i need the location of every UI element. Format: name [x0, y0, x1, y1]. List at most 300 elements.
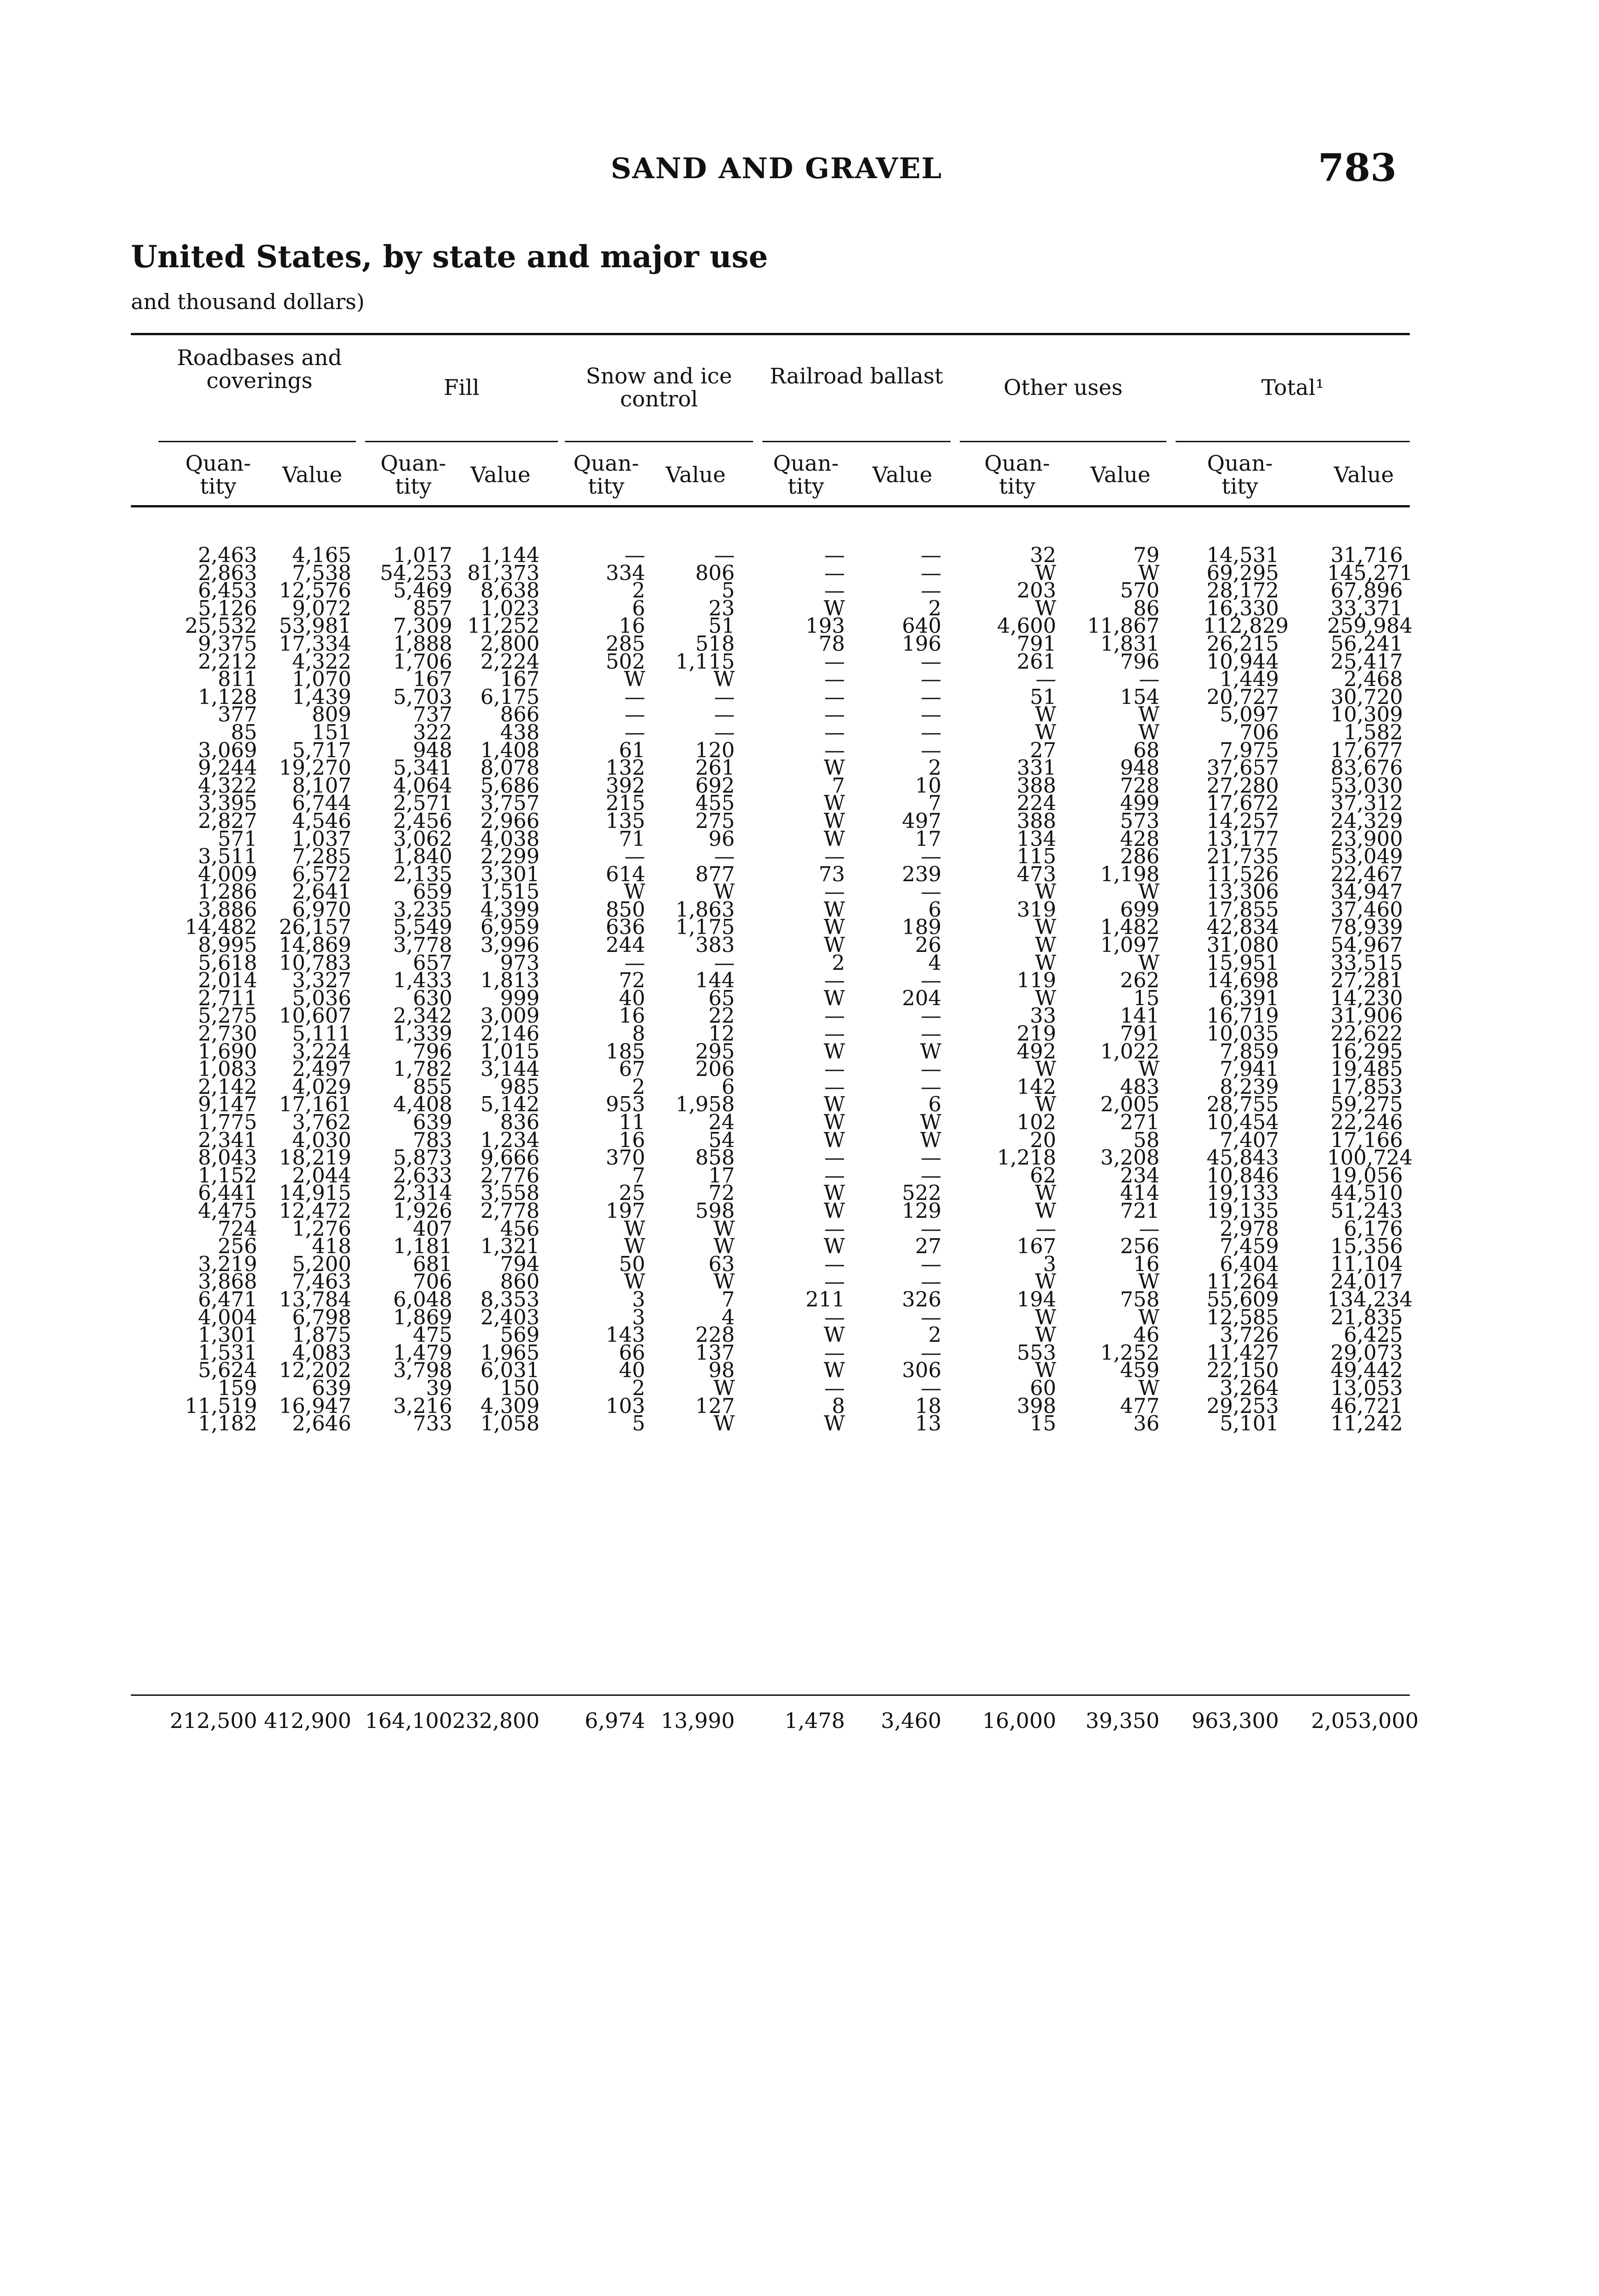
table-cell: 322 — [413, 720, 452, 744]
table-cell: 1,301 — [198, 1322, 257, 1347]
table-cell: 27 — [915, 1234, 941, 1259]
table-cell: 1,198 — [1100, 861, 1160, 886]
table-cell: 1,037 — [292, 826, 351, 851]
table-cell: 67 — [619, 1057, 645, 1081]
table-cell: 31,080 — [1206, 933, 1279, 957]
table-cell: 1,015 — [480, 1039, 540, 1064]
table-cell: W — [713, 879, 735, 904]
table-cell: W — [823, 791, 845, 816]
table-cell: 17,677 — [1330, 737, 1403, 762]
table-cell: 141 — [1120, 1003, 1160, 1028]
table-cell: — — [625, 543, 645, 567]
table-cell: 598 — [695, 1198, 735, 1223]
running-head: SAND AND GRAVEL — [611, 152, 943, 185]
table-cell: 1,479 — [393, 1340, 452, 1365]
table-column — [769, 543, 845, 1436]
table-cell: — — [1139, 667, 1160, 692]
table-cell: 569 — [500, 1322, 540, 1347]
table-cell: 1,128 — [198, 684, 257, 709]
table-cell: 6,176 — [1344, 1216, 1403, 1241]
table-cell: 3,062 — [393, 826, 452, 851]
table-cell: 18 — [915, 1393, 941, 1418]
table-cell: 129 — [902, 1198, 941, 1223]
table-cell: 31,906 — [1330, 1003, 1403, 1028]
table-cell: 456 — [500, 1216, 540, 1241]
table-cell: 22,622 — [1330, 1021, 1403, 1046]
subheader-quantity-total: Quan- tity — [1207, 451, 1273, 499]
table-cell: — — [824, 1269, 845, 1294]
table-cell: 7,975 — [1220, 737, 1279, 762]
table-cell: W — [823, 808, 845, 833]
table-cell: 215 — [606, 791, 645, 816]
table-cell: 204 — [902, 985, 941, 1010]
table-cell: 14,869 — [279, 933, 351, 957]
table-cell: 8,078 — [480, 755, 540, 780]
table-cell: 85 — [231, 720, 257, 744]
table-cell: 37,657 — [1206, 755, 1279, 780]
table-cell: 706 — [413, 1269, 452, 1294]
table-cell: W — [1035, 950, 1056, 975]
table-cell: 1,863 — [676, 897, 735, 922]
table-cell: 25,417 — [1330, 649, 1403, 674]
table-cell: 2 — [632, 578, 645, 603]
subheader-value-railroad: Value — [872, 462, 933, 488]
table-cell: 275 — [695, 808, 735, 833]
total-cell: 16,000 — [982, 1708, 1056, 1733]
table-cell: 383 — [695, 933, 735, 957]
table-cell: 127 — [695, 1393, 735, 1418]
table-cell: 791 — [1120, 1021, 1160, 1046]
table-cell: 17,334 — [279, 631, 351, 656]
table-cell: 27 — [1030, 737, 1056, 762]
table-cell: 1,531 — [198, 1340, 257, 1365]
table-cell: 11,867 — [1087, 613, 1160, 638]
table-cell: 58 — [1133, 1127, 1160, 1152]
table-cell: 3,216 — [393, 1393, 452, 1418]
table-cell: — — [824, 684, 845, 709]
table-cell: 17,166 — [1330, 1127, 1403, 1152]
table-cell: — — [1036, 1216, 1056, 1241]
table-cell: 5,624 — [198, 1358, 257, 1383]
table-cell: 407 — [413, 1216, 452, 1241]
table-cell: 13,306 — [1206, 879, 1279, 904]
table-cell: 4,600 — [997, 613, 1056, 638]
table-cell: 5,097 — [1220, 702, 1279, 727]
table-cell: 23 — [708, 596, 735, 620]
table-cell: 31,716 — [1330, 543, 1403, 567]
table-cell: W — [713, 1269, 735, 1294]
table-cell: 22 — [708, 1003, 735, 1028]
table-cell: 62 — [1030, 1163, 1056, 1187]
table-cell: 2,778 — [480, 1198, 540, 1223]
table-cell: 1,869 — [393, 1305, 452, 1329]
table-cell: 54 — [708, 1127, 735, 1152]
table-cell: — — [824, 1251, 845, 1276]
table-cell: 681 — [413, 1251, 452, 1276]
table-cell: 733 — [413, 1411, 452, 1436]
table-cell: 9,666 — [480, 1145, 540, 1170]
table-cell: 8,107 — [292, 773, 351, 798]
subheader-value-snow: Value — [665, 462, 726, 488]
table-cell: 33,515 — [1330, 950, 1403, 975]
table-cell: W — [1035, 1269, 1056, 1294]
table-cell: — — [824, 1305, 845, 1329]
table-cell: 5,101 — [1220, 1411, 1279, 1436]
table-cell: 34,947 — [1330, 879, 1403, 904]
table-cell: — — [824, 1163, 845, 1187]
table-cell: 66 — [619, 1340, 645, 1365]
table-cell: 219 — [1017, 1021, 1056, 1046]
table-cell: 3,301 — [480, 861, 540, 886]
table-cell: W — [1138, 879, 1160, 904]
table-cell: 1,115 — [676, 649, 735, 674]
table-cell: 483 — [1120, 1074, 1160, 1099]
table-cell: 8,995 — [198, 933, 257, 957]
table-cell: 3,762 — [292, 1110, 351, 1134]
table-cell: 2 — [632, 1074, 645, 1099]
table-cell: 211 — [805, 1287, 845, 1311]
table-cell: W — [1035, 560, 1056, 585]
table-cell: 12,472 — [279, 1198, 351, 1223]
table-cell: 3,558 — [480, 1181, 540, 1205]
table-cell: 102 — [1017, 1110, 1056, 1134]
table-cell: — — [824, 1375, 845, 1400]
table-cell: 1,144 — [480, 543, 540, 567]
table-cell: 103 — [606, 1393, 645, 1418]
table-cell: 53,049 — [1330, 844, 1403, 869]
table-cell: 150 — [500, 1375, 540, 1400]
table-cell: 948 — [413, 737, 452, 762]
table-cell: 196 — [902, 631, 941, 656]
table-cell: 2,314 — [393, 1181, 452, 1205]
table-cell: 16,719 — [1206, 1003, 1279, 1028]
table-cell: 5,341 — [393, 755, 452, 780]
table-cell: W — [1035, 1057, 1056, 1081]
table-cell: 4,030 — [292, 1127, 351, 1152]
table-cell: 4,322 — [198, 773, 257, 798]
table-cell: 2,403 — [480, 1305, 540, 1329]
table-cell: 2 — [928, 596, 941, 620]
table-cell: W — [713, 1216, 735, 1241]
table-cell: 271 — [1120, 1110, 1160, 1134]
table-subtitle: and thousand dollars) — [131, 289, 365, 314]
table-cell: 4 — [928, 950, 941, 975]
table-cell: W — [713, 667, 735, 692]
table-cell: 836 — [500, 1110, 540, 1134]
table-cell: W — [624, 1234, 645, 1259]
table-cell: W — [1138, 1269, 1160, 1294]
table-cell: 3,208 — [1100, 1145, 1160, 1170]
table-cell: W — [1035, 915, 1056, 940]
table-cell: 32 — [1030, 543, 1056, 567]
table-cell: 4,165 — [292, 543, 351, 567]
total-cell: 13,990 — [661, 1708, 735, 1733]
table-cell: 7 — [928, 791, 941, 816]
table-cell: 499 — [1120, 791, 1160, 816]
table-cell: W — [920, 1127, 941, 1152]
table-cell: 15 — [1133, 985, 1160, 1010]
table-cell: 28,172 — [1206, 578, 1279, 603]
table-cell: 2,342 — [393, 1003, 452, 1028]
table-cell: 144 — [695, 968, 735, 993]
table-cell: 167 — [1017, 1234, 1056, 1259]
table-cell: 5,873 — [393, 1145, 452, 1170]
table-cell: W — [1138, 1375, 1160, 1400]
table-cell: — — [1036, 667, 1056, 692]
table-cell: 2 — [832, 950, 845, 975]
group-rule-roadbases — [158, 441, 356, 442]
table-cell: 154 — [1120, 684, 1160, 709]
table-cell: 19,135 — [1206, 1198, 1279, 1223]
table-cell: 2,212 — [198, 649, 257, 674]
table-cell: — — [824, 720, 845, 744]
table-cell: 29,253 — [1206, 1393, 1279, 1418]
table-cell: — — [921, 844, 941, 869]
table-cell: 1,023 — [480, 596, 540, 620]
table-cell: 3 — [632, 1287, 645, 1311]
table-cell: — — [921, 1145, 941, 1170]
table-cell: 1,965 — [480, 1340, 540, 1365]
table-cell: 2 — [928, 755, 941, 780]
table-cell: 17,853 — [1330, 1074, 1403, 1099]
table-cell: 151 — [312, 720, 351, 744]
group-header-roadbases: Roadbases and coverings — [177, 345, 342, 394]
table-cell: 2,646 — [292, 1411, 351, 1436]
table-cell: 197 — [606, 1198, 645, 1223]
table-cell: 428 — [1120, 826, 1160, 851]
table-cell: — — [921, 737, 941, 762]
table-cell: 40 — [619, 985, 645, 1010]
table-cell: W — [1035, 1358, 1056, 1383]
table-cell: 19,133 — [1206, 1181, 1279, 1205]
table-cell: 4,064 — [393, 773, 452, 798]
table-cell: 1,875 — [292, 1322, 351, 1347]
table-cell: — — [714, 720, 735, 744]
table-cell: 51 — [708, 613, 735, 638]
table-title: United States, by state and major use — [131, 239, 768, 275]
table-cell: 69,295 — [1206, 560, 1279, 585]
table-cell: — — [714, 543, 735, 567]
page-number: 783 — [1318, 146, 1397, 190]
table-cell: W — [823, 1322, 845, 1347]
group-rule-total — [1176, 441, 1410, 442]
table-cell: 12 — [708, 1021, 735, 1046]
table-cell: — — [824, 737, 845, 762]
table-cell: 1,022 — [1100, 1039, 1160, 1064]
table-cell: 6,425 — [1344, 1322, 1403, 1347]
table-cell: 3,511 — [198, 844, 257, 869]
table-cell: 1,449 — [1220, 667, 1279, 692]
table-cell: 855 — [413, 1074, 452, 1099]
table-cell: 13 — [915, 1411, 941, 1436]
table-cell: 860 — [500, 1269, 540, 1294]
table-cell: 16 — [619, 1003, 645, 1028]
table-cell: 4,083 — [292, 1340, 351, 1365]
table-cell: — — [824, 1216, 845, 1241]
table-cell: 2,142 — [198, 1074, 257, 1099]
table-cell: 4,038 — [480, 826, 540, 851]
table-cell: — — [824, 844, 845, 869]
table-cell: 377 — [218, 702, 257, 727]
table-cell: 206 — [695, 1057, 735, 1081]
table-cell: 811 — [218, 667, 257, 692]
subheader-quantity-fill: Quan- tity — [380, 451, 446, 499]
table-cell: 858 — [695, 1145, 735, 1170]
table-cell: 1,252 — [1100, 1340, 1160, 1365]
table-cell: 11,526 — [1206, 861, 1279, 886]
table-cell: 388 — [1017, 773, 1056, 798]
table-cell: 8 — [632, 1021, 645, 1046]
table-cell: 1,690 — [198, 1039, 257, 1064]
table-cell: 639 — [312, 1375, 351, 1400]
table-cell: — — [714, 844, 735, 869]
table-cell: 27,281 — [1330, 968, 1403, 993]
table-cell: — — [824, 1021, 845, 1046]
table-cell: 7 — [721, 1287, 735, 1311]
table-cell: W — [823, 1039, 845, 1064]
table-cell: 259,984 — [1327, 613, 1413, 638]
table-cell: 2,633 — [393, 1163, 452, 1187]
table-cell: 2,800 — [480, 631, 540, 656]
table-cell: 134,234 — [1327, 1287, 1413, 1311]
table-cell: W — [1035, 596, 1056, 620]
table-cell: 53,030 — [1330, 773, 1403, 798]
table-cell: 455 — [695, 791, 735, 816]
table-cell: — — [921, 1251, 941, 1276]
table-cell: 737 — [413, 702, 452, 727]
table-cell: — — [714, 684, 735, 709]
table-cell: 83,676 — [1330, 755, 1403, 780]
table-cell: W — [1138, 702, 1160, 727]
table-cell: W — [823, 1198, 845, 1223]
table-cell: — — [824, 667, 845, 692]
table-cell: W — [823, 1358, 845, 1383]
table-cell: 5,142 — [480, 1092, 540, 1117]
table-cell: 1,926 — [393, 1198, 452, 1223]
table-cell: W — [1138, 950, 1160, 975]
table-cell: 60 — [1030, 1375, 1056, 1400]
table-cell: 518 — [695, 631, 735, 656]
table-cell: — — [824, 968, 845, 993]
table-cell: 1,408 — [480, 737, 540, 762]
group-header-railroad: Railroad ballast — [770, 364, 943, 389]
table-cell: 17,161 — [279, 1092, 351, 1117]
table-cell: 26 — [915, 933, 941, 957]
table-cell: 809 — [312, 702, 351, 727]
table-cell: 2,456 — [393, 808, 452, 833]
table-cell: 1,482 — [1100, 915, 1160, 940]
table-cell: 7,859 — [1220, 1039, 1279, 1064]
table-cell: 2 — [928, 1322, 941, 1347]
table-cell: 145,271 — [1327, 560, 1413, 585]
table-cell: 1,017 — [393, 543, 452, 567]
table-cell: 2,827 — [198, 808, 257, 833]
table-cell: 331 — [1017, 755, 1056, 780]
table-cell: W — [823, 933, 845, 957]
table-cell: 2,571 — [393, 791, 452, 816]
table-cell: — — [625, 844, 645, 869]
table-cell: W — [1035, 1092, 1056, 1117]
table-cell: 68 — [1133, 737, 1160, 762]
table-cell: 973 — [500, 950, 540, 975]
table-cell: 721 — [1120, 1198, 1160, 1223]
table-cell: 14,531 — [1206, 543, 1279, 567]
table-cell: 14,482 — [185, 915, 257, 940]
total-cell: 212,500 — [169, 1708, 257, 1733]
table-cell: — — [625, 684, 645, 709]
table-cell: W — [713, 1234, 735, 1259]
table-cell: 5,036 — [292, 985, 351, 1010]
table-cell: 1,070 — [292, 667, 351, 692]
table-cell: 167 — [413, 667, 452, 692]
table-cell: 699 — [1120, 897, 1160, 922]
subheader-quantity-other: Quan- tity — [984, 451, 1050, 499]
table-cell: 7 — [832, 773, 845, 798]
table-cell: — — [625, 950, 645, 975]
table-column — [1084, 543, 1160, 1436]
table-cell: 6,441 — [198, 1181, 257, 1205]
table-cell: 1,831 — [1100, 631, 1160, 656]
table-cell: W — [1035, 1322, 1056, 1347]
table-cell: 2,341 — [198, 1127, 257, 1152]
table-cell: 15,951 — [1206, 950, 1279, 975]
table-cell: 4,004 — [198, 1305, 257, 1329]
table-cell: 11,264 — [1206, 1269, 1279, 1294]
total-cell: 1,478 — [784, 1708, 845, 1733]
table-cell: 10,309 — [1330, 702, 1403, 727]
table-cell: 326 — [902, 1287, 941, 1311]
table-cell: 459 — [1120, 1358, 1160, 1383]
total-cell: 2,053,000 — [1311, 1708, 1419, 1733]
table-cell: 5,717 — [292, 737, 351, 762]
table-cell: 13,177 — [1206, 826, 1279, 851]
table-cell: W — [823, 596, 845, 620]
table-cell: 706 — [1239, 720, 1279, 744]
table-cell: 370 — [606, 1145, 645, 1170]
table-cell: 3,726 — [1220, 1322, 1279, 1347]
table-cell: 54,967 — [1330, 933, 1403, 957]
table-cell: — — [824, 1340, 845, 1365]
table-cell: 37,460 — [1330, 897, 1403, 922]
table-cell: 1,888 — [393, 631, 452, 656]
table-cell: — — [714, 950, 735, 975]
table-cell: 11,427 — [1206, 1340, 1279, 1365]
table-cell: 11,104 — [1330, 1251, 1403, 1276]
table-cell: 659 — [413, 879, 452, 904]
table-cell: — — [921, 968, 941, 993]
table-cell: 17,672 — [1206, 791, 1279, 816]
table-cell: 7 — [632, 1163, 645, 1187]
table-cell: 1,083 — [198, 1057, 257, 1081]
table-cell: W — [823, 1092, 845, 1117]
table-cell: 193 — [805, 613, 845, 638]
table-cell: 319 — [1017, 897, 1056, 922]
table-cell: 33 — [1030, 1003, 1056, 1028]
group-header-other: Other uses — [1003, 375, 1123, 400]
table-cell: 10,944 — [1206, 649, 1279, 674]
table-cell: 1,582 — [1344, 720, 1403, 744]
table-cell: 2,641 — [292, 879, 351, 904]
table-cell: 4 — [721, 1305, 735, 1329]
table-cell: 13,053 — [1330, 1375, 1403, 1400]
table-cell: 261 — [1017, 649, 1056, 674]
table-cell: 71 — [619, 826, 645, 851]
table-cell: 16 — [1133, 1251, 1160, 1276]
subheader-value-fill: Value — [470, 462, 531, 488]
table-cell: 7,538 — [292, 560, 351, 585]
table-cell: 1,218 — [997, 1145, 1056, 1170]
table-cell: 7,285 — [292, 844, 351, 869]
